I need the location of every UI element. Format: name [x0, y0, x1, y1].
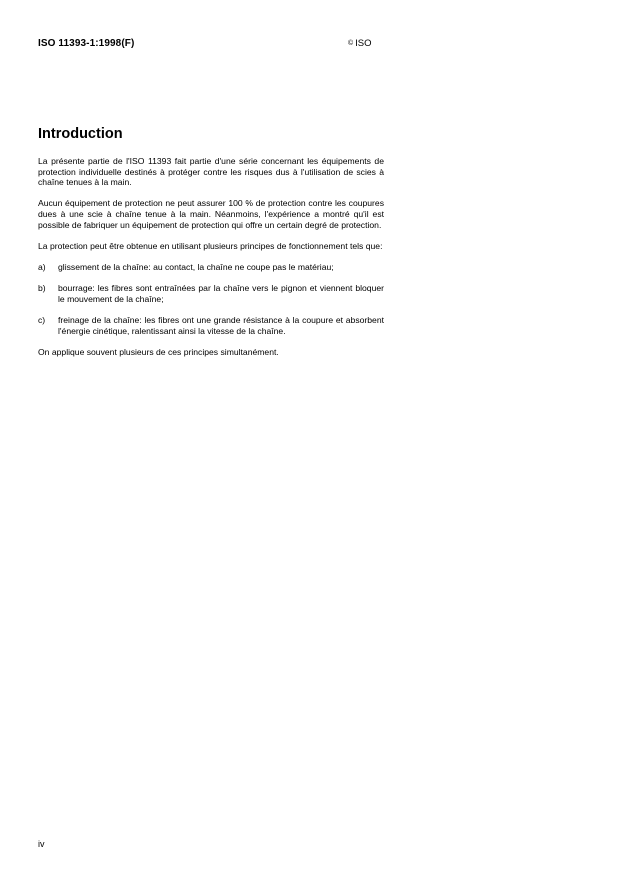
intro-paragraph-3: La protection peut être obtenue en utilisant plusieurs principes de fonctionnement tels que:: [38, 240, 383, 251]
closing-paragraph: On applique souvent plusieurs de ces principes simultanément.: [38, 346, 279, 357]
copyright-org: ISO: [355, 38, 372, 49]
list-item-text: glissement de la chaîne: au contact, la chaîne ne coupe pas le matériau;: [58, 261, 334, 272]
section-title: Introduction: [38, 126, 123, 142]
page-number: iv: [38, 839, 45, 849]
list-marker: b): [38, 283, 46, 294]
list-item-text: freinage de la chaîne: les fibres ont une grande résistance à la coupure et absorbent l'énergie cinétique, ralentissant ainsi la vitesse de la chaîne.: [58, 314, 384, 336]
copyright-symbol: ©: [348, 40, 354, 47]
list-marker: a): [38, 261, 46, 272]
list-item: [38, 315, 384, 336]
list-item: [38, 262, 384, 273]
standard-identifier: ISO 11393-1:1998(F): [38, 38, 135, 49]
list-marker: c): [38, 314, 46, 325]
section-body: [38, 156, 384, 368]
intro-paragraph-1: La présente partie de l'ISO 11393 fait partie d'une série concernant les équipements de protection individuelle destinés à protéger contre les risques dus à l'utilisation de scies à chaîne tenues à la main.: [38, 156, 384, 188]
copyright-notice: [348, 38, 372, 49]
intro-paragraph-2: Aucun équipement de protection ne peut assurer 100 % de protection contre les coupures dues à une scie à chaîne tenue à la main. Néanmoins, l'expérience a montré qu'il est possible de fabriquer un équipement de protection qui offre un certain degré de protection.: [38, 198, 384, 230]
list-item-text: bourrage: les fibres sont entraînées par la chaîne vers le pignon et viennent bloquer le mouvement de la chaîne;: [58, 283, 384, 304]
principles-list: [38, 262, 384, 336]
list-item: [38, 283, 384, 304]
